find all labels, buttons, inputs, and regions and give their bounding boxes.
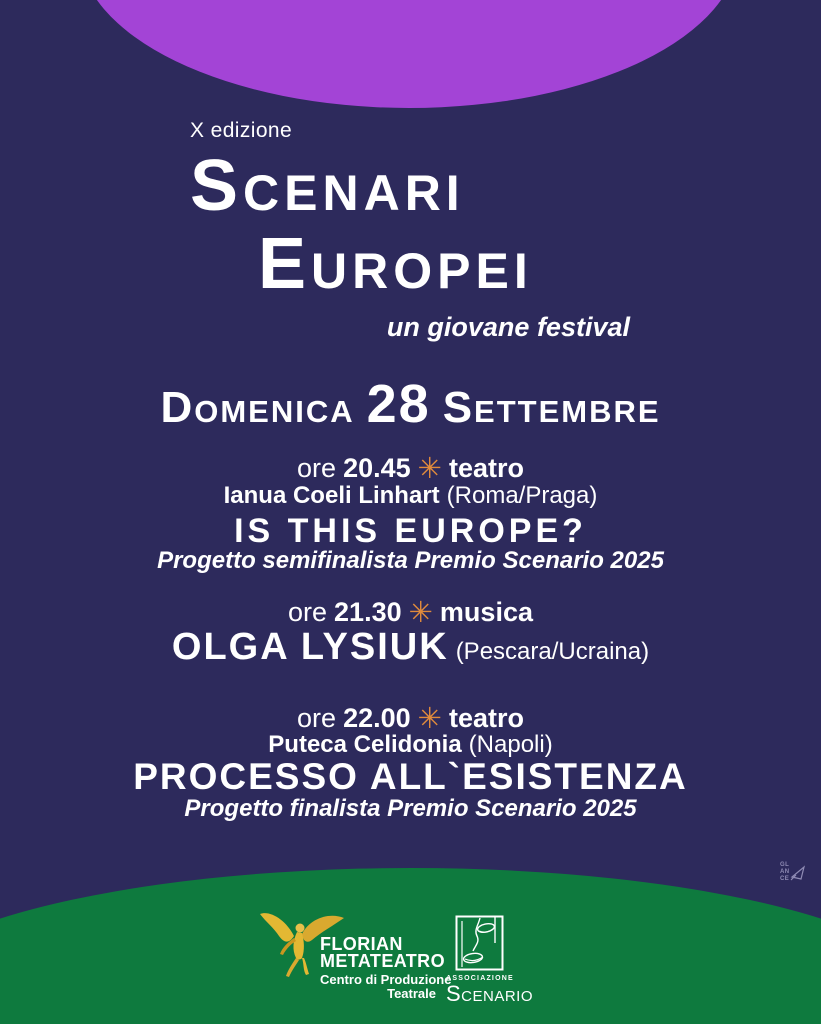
- event3-artist: Puteca Celidonia: [268, 731, 462, 758]
- date-month: Settembre: [442, 383, 661, 432]
- event3-origin: (Napoli): [468, 731, 553, 758]
- florian-name-line: METATEATRO: [320, 951, 445, 971]
- event1-artist: Ianua Coeli Linhart: [223, 482, 440, 509]
- asterisk-icon: ✳: [417, 451, 442, 485]
- title-line-2: Europei: [258, 224, 533, 304]
- time-prefix: ore: [297, 453, 337, 483]
- event3-genre: teatro: [448, 703, 524, 733]
- face-logo-icon: [455, 915, 505, 972]
- event2-time-line: [0, 595, 821, 628]
- watermark-line: CE: [780, 876, 790, 882]
- event1-origin: (Roma/Praga): [446, 482, 598, 509]
- watermark-line: AN: [780, 869, 790, 875]
- time-prefix: ore: [288, 597, 328, 627]
- event3-show-title: PROCESSO ALL`ESISTENZA: [133, 756, 688, 797]
- event3-time: 22.00: [343, 703, 411, 733]
- scenario-wordmark: Scenario: [446, 981, 534, 1006]
- edition-label: X edizione: [190, 119, 293, 142]
- associazione-label: ASSOCIAZIONE: [446, 975, 514, 982]
- festival-subtitle: un giovane festival: [386, 312, 630, 342]
- florian-subtitle-line: Teatrale: [387, 986, 436, 1001]
- date-day-name: Domenica: [160, 383, 355, 432]
- florian-name-line: FLORIAN: [320, 934, 403, 954]
- glance-watermark-logo: [780, 862, 806, 883]
- asterisk-icon: ✳: [408, 595, 433, 629]
- event3-note: Progetto finalista Premio Scenario 2025: [184, 795, 637, 822]
- event1-genre: teatro: [448, 453, 524, 483]
- event2-origin: (Pescara/Ucraina): [455, 638, 650, 665]
- time-prefix: ore: [297, 703, 337, 733]
- florian-subtitle-line: Centro di Produzione: [320, 972, 452, 987]
- event1-artist-line: [0, 482, 821, 510]
- date-day-number: 28: [366, 374, 431, 434]
- associazione-scenario-logo: [446, 915, 534, 1006]
- title-line-1: Scenari: [190, 146, 465, 226]
- event1-time-line: [0, 451, 821, 484]
- watermark-text: [780, 862, 789, 883]
- florian-metateatro-wordmark: [320, 936, 454, 1001]
- event2-artist-line: [0, 626, 821, 670]
- event1-note: Progetto semifinalista Premio Scenario 2025: [157, 547, 664, 574]
- date-heading: [0, 375, 821, 434]
- watermark-line: GL: [780, 862, 790, 868]
- arrow-icon: [790, 864, 806, 882]
- event3-time-line: [0, 701, 821, 734]
- event2-time: 21.30: [334, 597, 402, 627]
- event1-show-title: IS THIS EUROPE?: [234, 512, 587, 550]
- event2-artist: OLGA LYSIUK: [171, 626, 449, 668]
- purple-ellipse-decoration: [79, 0, 739, 108]
- event2-genre: musica: [439, 597, 533, 627]
- event3-artist-line: [0, 731, 821, 759]
- asterisk-icon: ✳: [417, 701, 442, 735]
- event1-time: 20.45: [343, 453, 411, 483]
